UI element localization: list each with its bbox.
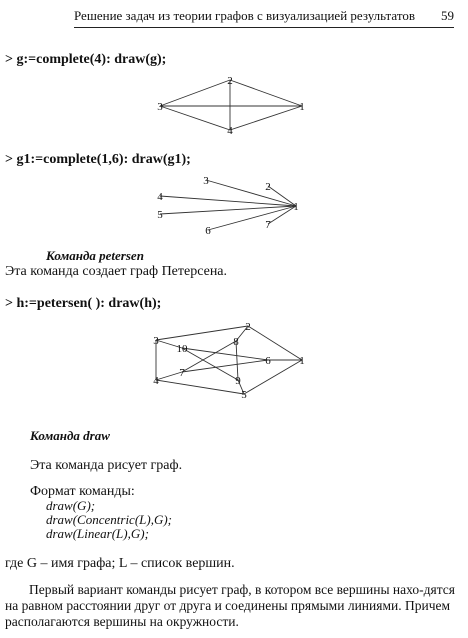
graph-complete-4: [150, 72, 310, 136]
graph-edge: [160, 106, 230, 130]
graph-edge: [182, 348, 268, 360]
format-line: draw(G);: [46, 498, 96, 513]
graph-vertex-label: 1: [299, 101, 305, 113]
where-text: где G – имя графа; L – список вершин.: [5, 556, 235, 571]
graph-vertex-label: 5: [241, 389, 247, 401]
section-title-draw: Команда draw: [30, 428, 110, 443]
maple-command-complete-1-6: > g1:=complete(1,6): draw(g1);: [5, 152, 191, 167]
format-label: Формат команды:: [30, 484, 135, 499]
maple-command-complete-4: > g:=complete(4): draw(g);: [5, 52, 167, 67]
graph-edge: [268, 186, 296, 206]
graph-vertex-label: 1: [293, 201, 299, 213]
graph-edge: [182, 348, 238, 380]
graph-edge: [160, 80, 230, 106]
graph-vertex-label: 3: [153, 335, 159, 347]
petersen-description: Эта команда создает граф Петерсена.: [5, 264, 228, 279]
graph-edge: [230, 106, 302, 130]
format-line: draw(Linear(L),G);: [46, 526, 149, 541]
page-number: 59: [441, 8, 454, 23]
graph-edge: [160, 196, 296, 206]
graph-vertex-label: 2: [265, 181, 271, 193]
page-header: [74, 6, 454, 26]
graph-vertex-label: 2: [227, 75, 233, 87]
graph-vertex-label: 9: [235, 375, 241, 387]
graph-edge: [160, 206, 296, 214]
header-title: Решение задач из теории графов с визуализацией результатов: [74, 8, 415, 23]
graph-edge: [248, 326, 302, 360]
graph-vertex-label: 4: [153, 375, 159, 387]
graph-edge: [230, 80, 302, 106]
graph-edge: [268, 206, 296, 224]
section-title-petersen: Команда petersen: [46, 248, 144, 263]
graph-vertex-label: 3: [157, 101, 163, 113]
format-line: draw(Concentric(L),G);: [46, 512, 173, 527]
graph-edge: [156, 372, 182, 380]
graph-vertex-label: 6: [265, 355, 271, 367]
graph-vertex-label: 2: [245, 321, 251, 333]
graph-vertex-label: 3: [203, 175, 209, 187]
graph-edge: [208, 206, 296, 230]
graph-edge: [182, 360, 268, 372]
body-paragraph: Первый вариант команды рисует граф, в котором все вершины нахо-дятся на равном расстоянии друг от друга и соединены прямыми линиями. Причем располагаются вершины на окружности.: [5, 582, 455, 629]
graph-vertex-label: 4: [227, 125, 233, 137]
graph-petersen: [146, 316, 316, 406]
graph-complete-1-6: [150, 172, 310, 236]
graph-vertex-label: 6: [205, 225, 211, 237]
graph-edge: [156, 380, 244, 394]
graph-edge: [206, 180, 296, 206]
graph-vertex-label: 7: [179, 367, 185, 379]
draw-description: Эта команда рисует граф.: [30, 458, 183, 473]
graph-vertex-label: 8: [233, 336, 239, 348]
header-rule: [74, 27, 454, 28]
graph-vertex-label: 1: [299, 355, 305, 367]
graph-edge: [182, 341, 236, 372]
graph-vertex-label: 5: [157, 209, 163, 221]
graph-vertex-label: 7: [265, 219, 271, 231]
graph-vertex-label: 10: [176, 343, 188, 355]
graph-vertex-label: 4: [157, 191, 163, 203]
maple-command-petersen: > h:=petersen( ): draw(h);: [5, 296, 162, 311]
graph-edge: [244, 360, 302, 394]
